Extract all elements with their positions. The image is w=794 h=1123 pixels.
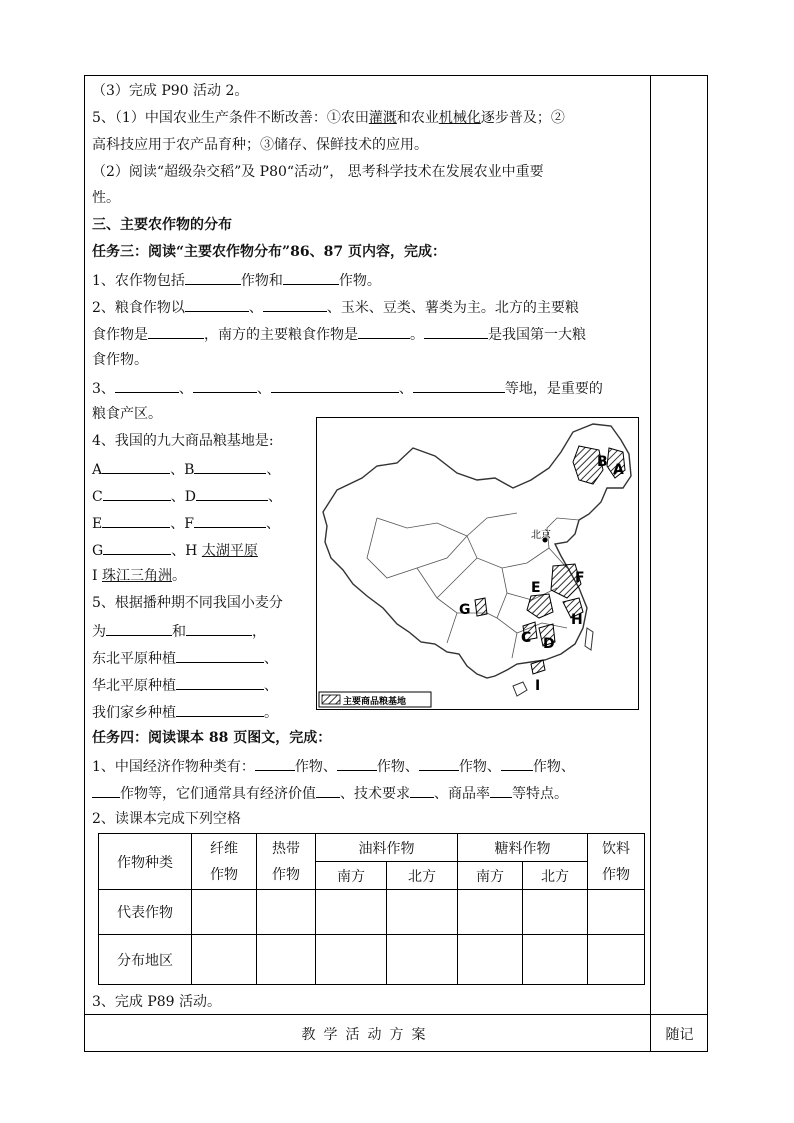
header-fiber: 纤维 作物 <box>192 834 257 890</box>
table-cell[interactable] <box>588 890 645 935</box>
q3-areas-line2: 粮食产区。 <box>92 406 162 422</box>
q4-bases-gh: G 、H 太湖平原 <box>92 540 258 560</box>
table-cell[interactable] <box>523 890 588 935</box>
table-cell[interactable] <box>316 890 387 935</box>
q4-bases-cd: C 、D 、 <box>92 486 282 506</box>
q5-north-china: 华北平原种植 、 <box>92 675 278 695</box>
q2-table-instruction: 2、读课本完成下列空格 <box>92 811 241 827</box>
q4-bases-i: I 珠江三角洲。 <box>92 568 186 584</box>
sugar-north: 北方 <box>523 862 588 890</box>
china-map-svg <box>317 418 638 709</box>
q4-bases-ef: E 、F 、 <box>92 513 280 533</box>
table-cell[interactable] <box>458 935 523 985</box>
section-heading-crop-distribution: 三、主要农作物的分布 <box>92 217 232 233</box>
line-xing: 性。 <box>92 190 120 206</box>
notes-column-divider <box>650 76 651 1051</box>
q3-activity-p89: 3、完成 P89 活动。 <box>92 994 222 1010</box>
q5-hometown: 我们家乡种植 。 <box>92 702 278 722</box>
table-cell[interactable] <box>458 890 523 935</box>
table-cell[interactable] <box>588 935 645 985</box>
header-beverage: 饮料 作物 <box>588 834 645 890</box>
header-crop-type: 作物种类 <box>99 834 192 890</box>
map-label-g: G <box>459 602 471 618</box>
q1-cash-crops-line2: 作物等，它们通常具有经济价值 、技术要求 、商品率 等特点。 <box>92 783 568 803</box>
row-representative-crops: 代表作物 <box>99 890 192 935</box>
table-cell[interactable] <box>192 890 257 935</box>
footer-divider <box>85 1014 707 1015</box>
sugar-south: 南方 <box>458 862 523 890</box>
map-label-d: D <box>543 636 555 652</box>
map-label-f: F <box>575 570 585 586</box>
legend-label: 主要商品粮基地 <box>343 697 407 707</box>
q4-bases-heading: 4、我国的九大商品粮基地是: <box>92 433 274 449</box>
header-oil: 油料作物 <box>316 834 458 862</box>
header-tropical: 热带 作物 <box>257 834 316 890</box>
map-label-i: I <box>535 678 541 694</box>
task-four-heading: 任务四：阅读课本 88 页图文，完成： <box>92 730 332 746</box>
q2-grain-line3: 食作物。 <box>92 352 148 368</box>
cash-crop-table <box>98 833 645 985</box>
base-e-area <box>527 594 553 618</box>
map-label-b: B <box>597 454 608 470</box>
footer-plan-label: 教学活动方案 <box>301 1027 434 1043</box>
oil-south: 南方 <box>316 862 387 890</box>
table-cell[interactable] <box>523 935 588 985</box>
map-label-c: C <box>521 630 532 646</box>
q1-cash-crops-line1: 1、中国经济作物种类有： 作物、 作物、 作物、 作物、 <box>92 756 575 776</box>
base-g-area <box>475 598 487 616</box>
table-cell[interactable] <box>387 890 458 935</box>
hainan-island <box>513 682 527 696</box>
row-distribution-area: 分布地区 <box>99 935 192 985</box>
line-activity-p90: （3）完成 P90 活动 2。 <box>92 83 249 99</box>
footer-notes-label: 随记 <box>665 1027 694 1043</box>
q2-grain-line1: 2、粮食作物以 、 、玉米、豆类、薯类为主。北方的主要粮 <box>92 297 579 317</box>
taiwan-island <box>585 628 593 650</box>
table-cell[interactable] <box>387 935 458 985</box>
q2-grain-line2: 食作物是 ，南方的主要粮食作物是 。 是我国第一大粮 <box>92 324 586 344</box>
line-super-rice: （2）阅读“超级杂交稻”及 P80“活动”， 思考科学技术在发展农业中重要 <box>92 164 544 180</box>
beijing-label: 北京 <box>531 530 551 541</box>
task-three-heading: 任务三：阅读“主要农作物分布”86、87 页内容，完成： <box>92 244 446 260</box>
q5-wheat-heading: 5、根据播种期不同我国小麦分 <box>92 595 283 611</box>
grain-base-map <box>316 417 639 710</box>
map-label-e: E <box>531 580 541 596</box>
line-tech: 高科技应用于农产品育种；③储存、保鲜技术的应用。 <box>92 137 428 153</box>
table-cell[interactable] <box>257 890 316 935</box>
table-cell[interactable] <box>257 935 316 985</box>
q4-bases-ab: A 、B 、 <box>92 459 280 479</box>
header-sugar: 糖料作物 <box>458 834 588 862</box>
table-cell[interactable] <box>192 935 257 985</box>
q1-crops: 1、农作物包括 作物和 作物。 <box>92 270 381 290</box>
map-label-h: H <box>571 612 583 628</box>
legend-swatch <box>322 695 340 704</box>
table-cell[interactable] <box>316 935 387 985</box>
line-agri-conditions: 5、（1）中国农业生产条件不断改善：①农田灌溉和农业机械化逐步普及；② <box>92 110 565 126</box>
oil-north: 北方 <box>387 862 458 890</box>
map-label-a: A <box>613 462 624 478</box>
q5-northeast: 东北平原种植 、 <box>92 648 278 668</box>
q5-wheat-types: 为 和 ， <box>92 621 266 641</box>
q3-areas-line1: 3、 、 、 、 等地，是重要的 <box>92 378 603 398</box>
